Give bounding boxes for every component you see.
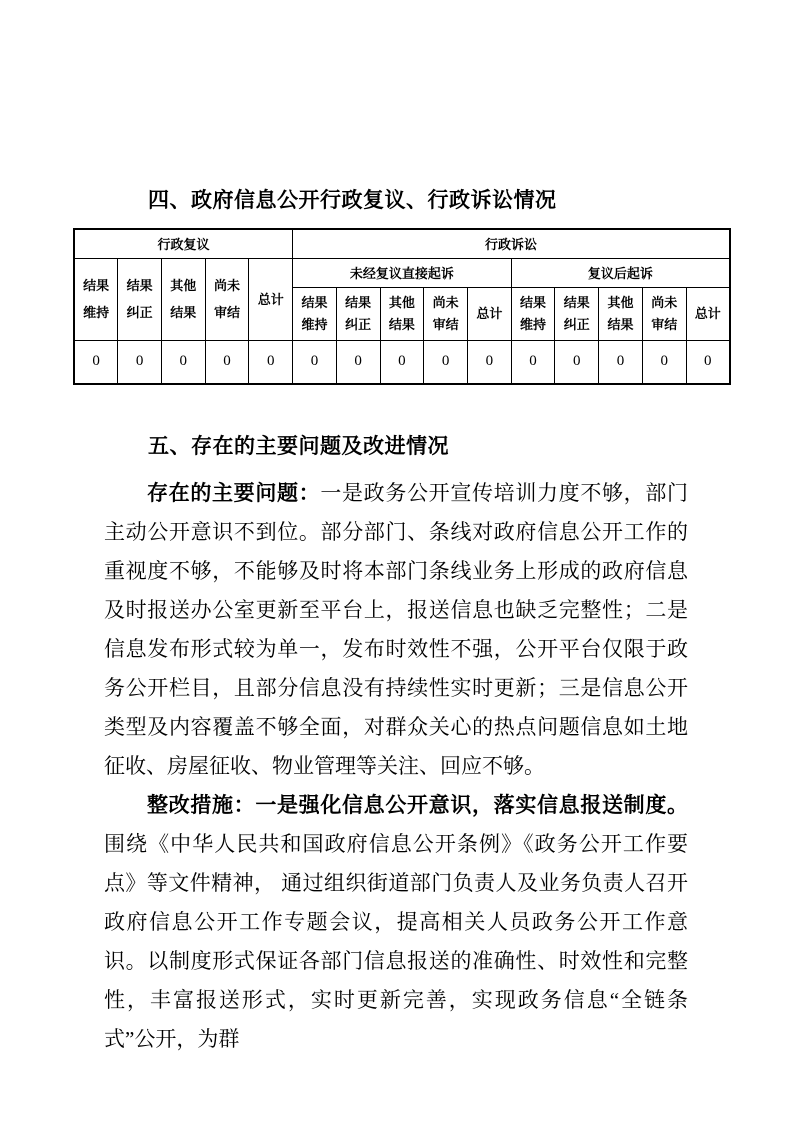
section-4-heading: 四、政府信息公开行政复议、行政诉讼情况 (148, 189, 557, 212)
paragraph-lead: 整改措施：一是强化信息公开意识，落实信息报送制度。 (147, 793, 688, 817)
value-cell: 0 (205, 340, 249, 384)
subheader-result-upheld: 结果 维持 (511, 287, 555, 340)
subheader-other-result: 其他 结果 (599, 287, 643, 340)
subheader-pending: 尚未 审结 (424, 287, 468, 340)
header-direct-lawsuit: 未经复议直接起诉 (293, 258, 512, 287)
subheader-result-corrected: 结果 纠正 (336, 287, 380, 340)
value-cell: 0 (686, 340, 730, 384)
value-cell: 0 (424, 340, 468, 384)
problems-paragraph (104, 474, 688, 786)
value-cell: 0 (249, 340, 293, 384)
paragraph-lead: 存在的主要问题： (147, 481, 321, 505)
header-post-reconsideration-lawsuit: 复议后起诉 (511, 258, 730, 287)
reconsideration-litigation-table (73, 228, 731, 385)
value-cell: 0 (642, 340, 686, 384)
value-cell: 0 (599, 340, 643, 384)
subheader-result-corrected: 结果 纠正 (118, 258, 162, 340)
subheader-total: 总计 (686, 287, 730, 340)
subheader-result-upheld: 结果 维持 (293, 287, 337, 340)
subheader-total: 总计 (249, 258, 293, 340)
subheader-other-result: 其他 结果 (161, 258, 205, 340)
value-cell: 0 (118, 340, 162, 384)
value-cell: 0 (380, 340, 424, 384)
paragraph-text: 围绕《中华人民共和国政府信息公开条例》《政务公开工作要点》等文件精神， 通过组织街道部门负责人及业务负责人召开政府信息公开工作专题会议，提高相关人员政务公开工作意识。以制度形式保证各部门信息报送的准确性、时效性和完整性，丰富报送形式，实时更新完善，实现政务信息“全链条式”公开，为群 (104, 832, 688, 1051)
subheader-other-result: 其他 结果 (380, 287, 424, 340)
value-cell: 0 (511, 340, 555, 384)
value-cell: 0 (74, 340, 118, 384)
subheader-pending: 尚未 审结 (205, 258, 249, 340)
subheader-pending: 尚未 审结 (642, 287, 686, 340)
subheader-result-upheld: 结果 维持 (74, 258, 118, 340)
value-cell: 0 (161, 340, 205, 384)
value-cell: 0 (467, 340, 511, 384)
section-5-heading: 五、存在的主要问题及改进情况 (148, 435, 449, 458)
subheader-result-corrected: 结果 纠正 (555, 287, 599, 340)
value-cell: 0 (293, 340, 337, 384)
paragraph-text: 一是政务公开宣传培训力度不够，部门主动公开意识不到位。部分部门、条线对政府信息公开工作的重视度不够，不能够及时将本部门条线业务上形成的政府信息及时报送办公室更新至平台上，报送信息也缺乏完整性；二是信息发布形式较为单一，发布时效性不强，公开平台仅限于政务公开栏目，且部分信息没有持续性实时更新；三是信息公开类型及内容覆盖不够全面，对群众关心的热点问题信息如土地征收、房屋征收、物业管理等关注、回应不够。 (104, 481, 689, 778)
header-administrative-reconsideration: 行政复议 (74, 229, 293, 258)
subheader-total: 总计 (467, 287, 511, 340)
value-cell: 0 (555, 340, 599, 384)
header-administrative-litigation: 行政诉讼 (293, 229, 730, 258)
measures-paragraph (104, 786, 688, 1059)
value-cell: 0 (336, 340, 380, 384)
